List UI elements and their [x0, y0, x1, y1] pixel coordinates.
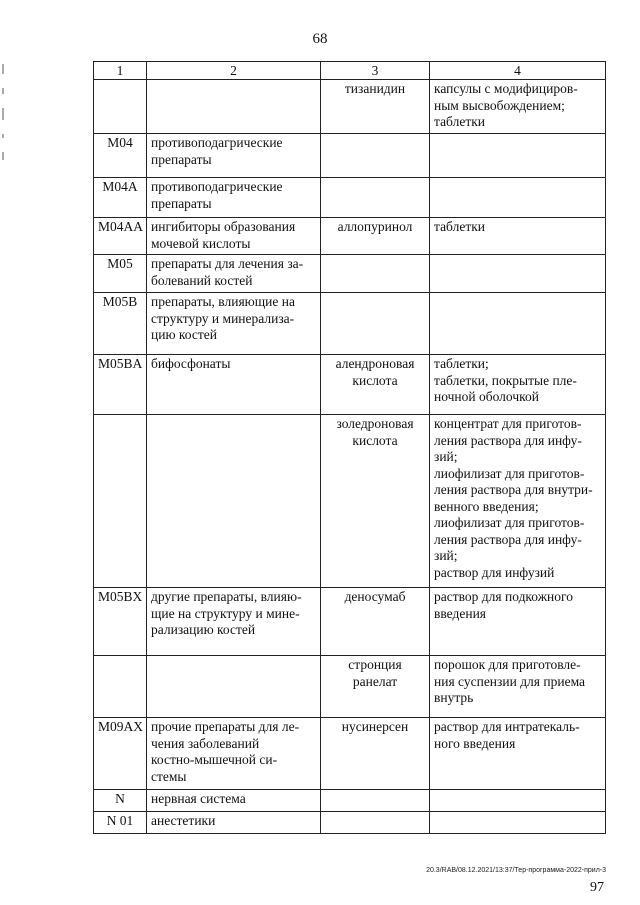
forms-cell: концентрат для приготов- ления раствора для инфу- зий; лиофилизат для приготов- ления раствора для внутри- венного введения; лиофилизат для приготов- ления раствора для инфу- зий; раствор для инфузий: [430, 415, 606, 588]
table-row: [94, 134, 606, 178]
document-footer-stamp: 20.3/RAB/08.12.2021/13:37/Тер-программа-2022-прил-3: [426, 867, 606, 874]
substance-cell: деносумаб: [321, 588, 430, 656]
atc-code-cell: N 01: [94, 812, 147, 834]
forms-cell: раствор для интратекаль- ного введения: [430, 718, 606, 790]
group-cell: [147, 656, 321, 718]
atc-code-cell: [94, 80, 147, 134]
table-row: [94, 588, 606, 656]
group-cell: [147, 415, 321, 588]
header-col-1: 1: [94, 62, 147, 80]
group-cell: нервная система: [147, 790, 321, 812]
atc-code-cell: M09AX: [94, 718, 147, 790]
forms-cell: [430, 293, 606, 355]
forms-cell: [430, 178, 606, 218]
substance-cell: золедроновая кислота: [321, 415, 430, 588]
atc-code-cell: M05BX: [94, 588, 147, 656]
forms-cell: капсулы с модифициров- ным высвобождением; таблетки: [430, 80, 606, 134]
table-row: [94, 178, 606, 218]
header-col-3: 3: [321, 62, 430, 80]
atc-code-cell: [94, 415, 147, 588]
group-cell: противоподагрические препараты: [147, 178, 321, 218]
group-cell: другие препараты, влияю- щие на структуру и мине- рализацию костей: [147, 588, 321, 656]
atc-code-cell: [94, 656, 147, 718]
atc-code-cell: M04AA: [94, 218, 147, 255]
substance-cell: аллопуринол: [321, 218, 430, 255]
atc-code-cell: M05: [94, 255, 147, 293]
atc-code-cell: N: [94, 790, 147, 812]
table-row: [94, 218, 606, 255]
group-cell: анестетики: [147, 812, 321, 834]
group-cell: [147, 80, 321, 134]
table-row: [94, 415, 606, 588]
table-row: [94, 293, 606, 355]
forms-cell: [430, 255, 606, 293]
group-cell: ингибиторы образования мочевой кислоты: [147, 218, 321, 255]
forms-cell: таблетки: [430, 218, 606, 255]
group-cell: прочие препараты для ле- чения заболеваний костно-мышечной си- стемы: [147, 718, 321, 790]
forms-cell: [430, 812, 606, 834]
substance-cell: [321, 255, 430, 293]
substance-cell: [321, 812, 430, 834]
substance-cell: тизанидин: [321, 80, 430, 134]
forms-cell: [430, 790, 606, 812]
group-cell: препараты, влияющие на структуру и минерализа- цию костей: [147, 293, 321, 355]
header-col-2: 2: [147, 62, 321, 80]
substance-cell: алендроновая кислота: [321, 355, 430, 415]
atc-code-cell: M05BA: [94, 355, 147, 415]
table-row: [94, 255, 606, 293]
substance-cell: стронция ранелат: [321, 656, 430, 718]
group-cell: противоподагрические препараты: [147, 134, 321, 178]
table-row: [94, 80, 606, 134]
forms-cell: таблетки; таблетки, покрытые пле- ночной оболочкой: [430, 355, 606, 415]
group-cell: препараты для лечения за- болеваний костей: [147, 255, 321, 293]
page-number-bottom: 97: [590, 880, 604, 895]
atc-code-cell: M05B: [94, 293, 147, 355]
group-cell: бифосфонаты: [147, 355, 321, 415]
page-number-top: 68: [312, 31, 328, 47]
atc-code-cell: M04A: [94, 178, 147, 218]
scan-margin-marks: [2, 64, 5, 264]
table-row: [94, 812, 606, 834]
forms-cell: порошок для приготовле- ния суспензии для приема внутрь: [430, 656, 606, 718]
table-row: [94, 790, 606, 812]
substance-cell: [321, 134, 430, 178]
table-row: [94, 355, 606, 415]
header-row: [94, 62, 606, 80]
forms-cell: раствор для подкожного введения: [430, 588, 606, 656]
substance-cell: [321, 178, 430, 218]
table-row: [94, 718, 606, 790]
substance-cell: [321, 293, 430, 355]
atc-code-cell: M04: [94, 134, 147, 178]
substance-cell: нусинерсен: [321, 718, 430, 790]
substance-cell: [321, 790, 430, 812]
forms-cell: [430, 134, 606, 178]
table-row: [94, 656, 606, 718]
drug-table: [93, 61, 606, 834]
header-col-4: 4: [430, 62, 606, 80]
